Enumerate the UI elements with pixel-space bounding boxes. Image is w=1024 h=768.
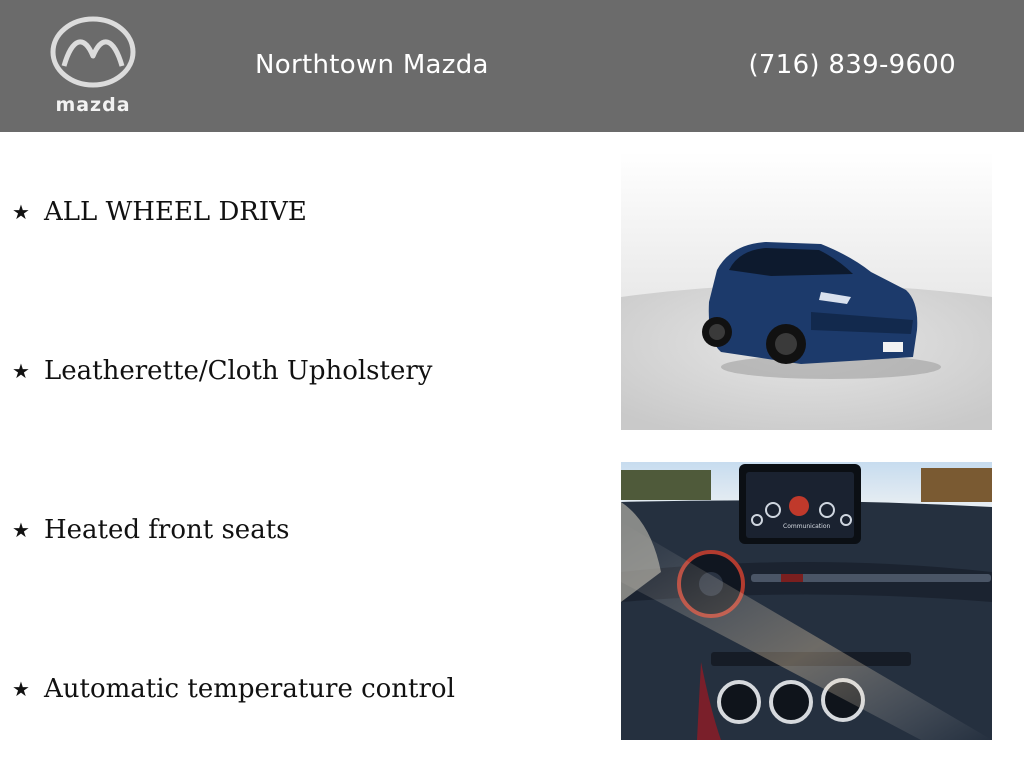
feature-item	[12, 510, 290, 550]
interior-photo[interactable]	[621, 462, 992, 740]
star-icon: ★	[12, 359, 30, 383]
feature-item	[12, 351, 432, 391]
star-icon: ★	[12, 518, 30, 542]
feature-item	[12, 192, 307, 232]
mazda-emblem-icon	[50, 16, 136, 88]
header-bar	[0, 0, 1024, 132]
exterior-photo[interactable]	[621, 152, 992, 430]
feature-label: Leatherette/Cloth Upholstery	[44, 356, 433, 386]
dealer-phone[interactable]: (716) 839-9600	[748, 50, 956, 80]
dealer-name[interactable]: Northtown Mazda	[255, 50, 489, 80]
feature-item	[12, 669, 455, 709]
star-icon: ★	[12, 200, 30, 224]
feature-label: Automatic temperature control	[44, 674, 455, 704]
mazda-logo[interactable]	[40, 16, 146, 116]
star-icon: ★	[12, 677, 30, 701]
mazda-wordmark: mazda	[55, 94, 131, 116]
screen-label: Communication	[783, 523, 831, 530]
feature-label: Heated front seats	[44, 515, 290, 545]
dashboard-illustration	[621, 462, 992, 740]
feature-label: ALL WHEEL DRIVE	[44, 197, 307, 227]
feature-list	[0, 132, 600, 768]
car-exterior-illustration	[621, 152, 992, 430]
